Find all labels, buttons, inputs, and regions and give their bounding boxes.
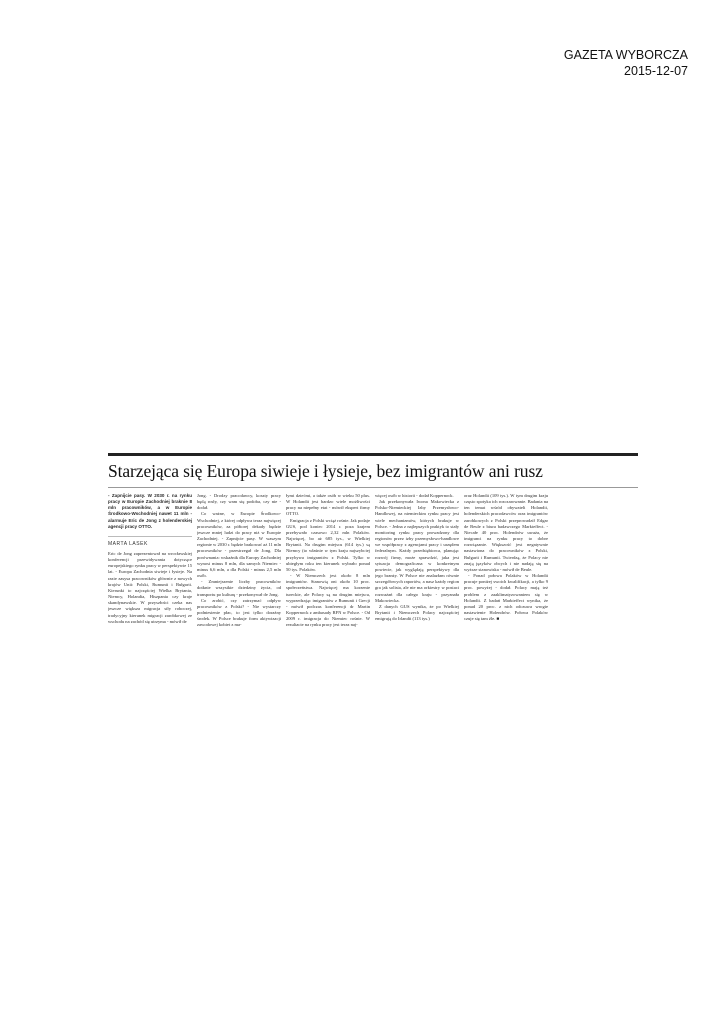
article-headline: Starzejąca się Europa siwieje i łysieje, bez imigrantów ani rusz bbox=[108, 461, 638, 488]
article-paragraph: Jong. - Drodzy pracodawcy, koszty pracy będą rosły, czy wam się podoba, czy nie - dodał. bbox=[197, 493, 281, 511]
article-clipping bbox=[108, 453, 638, 670]
article-column-4 bbox=[375, 493, 459, 670]
publication-name: GAZETA WYBORCZA bbox=[563, 48, 688, 62]
publication-header bbox=[564, 47, 688, 79]
article-lead: - Zapnijcie pasy. W 2030 r. na rynku pracy w Europie Zachodniej braknie 8 mln pracowników, a w Europie Środkowo-Wschodniej nawet 11 mln - alarmuje Eric de Jong z holenderskiej agencji pracy OTTO. bbox=[108, 493, 192, 529]
article-column-1 bbox=[108, 493, 192, 670]
article-paragraph: Emigracja z Polski wciąż rośnie. Jak podaje GUS, pod koniec 2014 r. poza krajem przebywało czasowo 2,32 mln Polaków. Najwięcej, bo aż 685 tys., w Wielkiej Brytanii. Na drugim miejscu (614 tys.) są Niemcy (to właśnie w tym kraju najszybciej przybywa imigrantów z Polski. Tylko w ubiegłym roku ten kierunek wybrało ponad 50 tys. Polaków. bbox=[286, 517, 370, 572]
article-paragraph: - Ponad połowa Polaków w Holandii pracuje poniżej swoich kwalifikacji, a tylko 9 proc. powyżej - dodał. Polacy mają też problem z zaaklimatyzowaniem się w Holandii. Z badań Markteffect wynika, że ponad 20 proc. z nich odczuwa wrogie nastawienie Holendrów. Połowa Polaków czuje się tam źle. ■ bbox=[464, 573, 548, 622]
article-paragraph: Co ważne, w Europie Środkowo-Wschodniej, z której odpływa teraz najwięcej pracowników, za półtorej dekady będzie jeszcze mniej ludzi do pracy niż w Europie Zachodniej. - Zapnijcie pasy. W waszym regionie w 2030 r. będzie brakować aż 11 mln pracowników - przestrzegał de Jong. Dla porównania: wskaźnik dla Europy Zachodniej wynosi minus 8 mln, dla samych Niemiec - minus 6,6 mln, a dla Polski - minus 2,5 mln osób. bbox=[197, 511, 281, 579]
article-column-3 bbox=[286, 493, 370, 670]
article-paragraph: - Zmniejszenie liczby pracowników dotknie wszystkie dziedziny życia, od transportu po kulturę - przekonywał de Jong. bbox=[197, 579, 281, 597]
article-author: MARTA LASEK bbox=[108, 536, 192, 547]
article-paragraph: łymi dziećmi, a także osób w wieku 50 plus. W Holandii jest bardzo wiele możliwości pracy na niepełny etat - mówił ekspert firmy OTTO. bbox=[286, 493, 370, 517]
article-paragraph: Jak przekonywała Iwona Makowiecka z Polsko-Niemieckiej Izby Przemysłowo-Handlowej, na niemieckim rynku pracy jest wiele mechanizmów, których brakuje w Polsce. - Jedna z najlepszych praktyk to stały monitoring rynku pracy prowadzony dla regionów przez izby przemysłowo-handlowe we współpracy z agencjami pracy i urzędem federalnym. Każdy przedsiębiorca, planując rozwój firmy, może sprawdzić, jaka jest sytuacja demograficzna w konkretnym powiecie, jak wyglądają perspektywy dla jego branży. W Polsce nie znalazłam równie szczegółowych raportów, a nasz każdy region gra jak solista, ale nie ma orkiestry w postaci rozważań dla całego kraju - przyznała Makowiecka. bbox=[375, 499, 459, 603]
publication-date: 2015-12-07 bbox=[624, 64, 688, 78]
article-columns bbox=[108, 493, 638, 670]
article-paragraph: - W Niemczech jest około 8 mln imigrantów. Stanowią oni około 10 proc. społeczeństwa. Najwięcej ma korzenie tureckie, ale Polacy są na drugim miejscu, wyprzedzając imigrantów z Rumunii i Grecji - mówił podczas konferencji dr Martin Koppernock z ambasady RFN w Polsce. - Od 2009 r. imigracja do Niemiec rośnie. W rezultacie na rynku pracy jest teraz naj- bbox=[286, 573, 370, 628]
article-paragraph: Co zrobić, czy zatrzymać odpływ pracowników z Polski? - Nie wystarczy podniesienie płac, to jest tylko doraźny środek. W Polsce brakuje form aktywizacji zawodowej kobiet z ma- bbox=[197, 597, 281, 628]
article-column-5 bbox=[464, 493, 548, 670]
article-paragraph: oraz Holandii (109 tys.). W tym drugim kraju często spotyka ich rozczarowanie. Badania na ten temat wśród obywateli Holandii, holenderskich pracodawców oraz imigrantów zarobkowych z Polski przeprowadził Edgar de Beule z biura badawczego Markteffect. - Niecałe 40 proc. Holendrów uważa, że imigranci na rynku pracy to dobre rozwiązanie. Większość jest negatywnie nastawiona do pracowników z Polski, Bułgarii i Rumunii. Twierdzą, że Polacy nie znają języków obcych i nie nadają się na wyższe stanowiska - mówił de Beule. bbox=[464, 493, 548, 572]
article-paragraph: więcej osób w historii - dodał Koppernock. bbox=[375, 493, 454, 498]
article-column-2 bbox=[197, 493, 281, 670]
article-paragraph: Eric de Jong zaprezentował na wrocławskiej konferencji przewidywania dotyczące europejskiego rynku pracy w perspektywie 15 lat. - Europa Zachodnia siwieje i łysieje. Na razie zasysa pracowników głównie z nowych krajów Unii: Polski, Rumunii i Bułgarii. Kierunki to najczęściej Wielka Brytania, Niemcy, Holandia, Hiszpania czy kraje skandynawskie. W przyszłości czeka nas jeszcze większa migracja siły roboczej, tradycyjny kierunek migracji zarobkowej ze wschodu na zachód się utrzyma - mówił de bbox=[108, 550, 192, 624]
article-paragraph: Z danych GUS wynika, że po Wielkiej Brytanii i Niemczech Polacy najczęściej emigrują do Irlandii (113 tys.) bbox=[375, 603, 459, 622]
